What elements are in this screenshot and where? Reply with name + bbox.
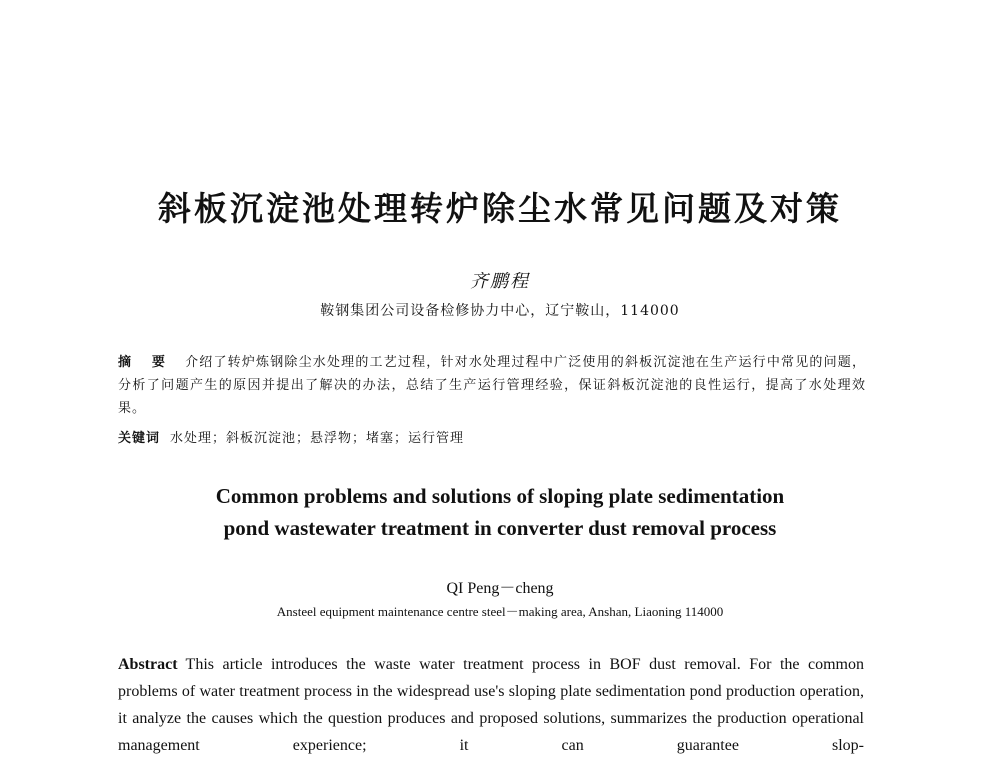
english-title-line-1: Common problems and solutions of sloping plate sedimentation <box>215 484 785 508</box>
chinese-title: 斜板沉淀池处理转炉除尘水常见问题及对策 <box>158 189 842 228</box>
chinese-affiliation: 鞍钢集团公司设备检修协力中心，辽宁鞍山，114000 <box>320 303 680 319</box>
english-affiliation: Ansteel equipment maintenance centre steel－making area, Anshan, Liaoning 114000 <box>276 604 724 619</box>
chinese-abstract <box>118 351 866 420</box>
chinese-author: 齐鹏程 <box>470 271 530 292</box>
english-abstract <box>118 651 864 759</box>
english-abstract-label: Abstract <box>118 656 178 673</box>
chinese-keywords-text: 水处理；斜板沉淀池；悬浮物；堵塞；运行管理 <box>170 431 465 446</box>
english-title-line-2: pond wastewater treatment in converter dust removal process <box>223 516 777 540</box>
english-abstract-text: This article introduces the waste water treatment process in BOF dust removal. For the common problems of water treatment process in the widespread use's sloping plate sedimentation pond production operation, it analyze the causes which the question produces and proposed solutions, summarizes the production operational management experience; it can guarantee slop- <box>118 656 864 754</box>
chinese-keywords-label: 关键词 <box>118 431 161 446</box>
english-title <box>0 480 1000 544</box>
chinese-keywords <box>118 429 866 449</box>
english-author: QI Peng－cheng <box>446 580 554 597</box>
chinese-abstract-label: 摘 要 <box>118 355 174 370</box>
chinese-abstract-text: 介绍了转炉炼钢除尘水处理的工艺过程，针对水处理过程中广泛使用的斜板沉淀池在生产运行中常见的问题，分析了问题产生的原因并提出了解决的办法，总结了生产运行管理经验，保证斜板沉淀池的良性运行，提高了水处理效果。 <box>118 355 866 416</box>
